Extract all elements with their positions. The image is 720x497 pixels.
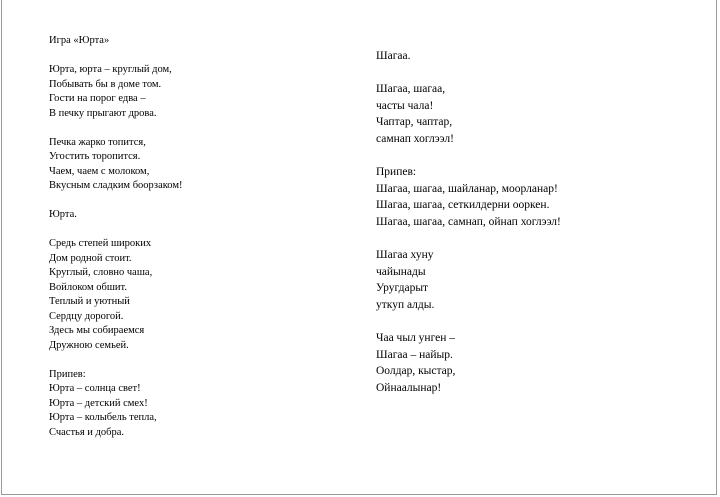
stanza-gap — [376, 314, 561, 331]
left-poem-line: Гости на порог едва – — [49, 93, 146, 104]
left-poem-line: Здесь мы собираемся — [49, 325, 145, 336]
left-poem-line: Юрта – колыбель тепла, — [49, 412, 157, 423]
right-poem-stanza — [376, 330, 561, 396]
left-poem-stanza — [49, 208, 183, 223]
left-poem-line: Дом родной стоит. — [49, 252, 132, 264]
stanza-gap — [49, 121, 183, 136]
left-poem-line: Юрта. — [49, 209, 77, 220]
left-poem-stanza — [49, 34, 183, 49]
right-poem-stanza — [376, 247, 561, 313]
left-poem-stanza — [49, 63, 183, 121]
left-poem-line: Средь степей широких — [49, 238, 152, 249]
stanza-gap — [49, 223, 183, 238]
left-poem-line: Теплый и уютный — [49, 296, 130, 307]
right-poem-line: Ойнаалынар! — [376, 381, 442, 394]
right-poem-line: самнап хоглээл! — [376, 132, 454, 145]
stanza-gap — [376, 231, 561, 248]
stanza-gap — [49, 353, 183, 368]
left-poem-line: Побывать бы в доме том. — [49, 78, 162, 90]
right-column-tuvan-poems — [376, 48, 561, 396]
right-poem-line: Оолдар, кыстар, — [376, 365, 456, 378]
left-poem-line: Чаем, чаем с молоком, — [49, 165, 150, 177]
stanza-gap — [376, 65, 561, 82]
left-poem-line: Дружною семьей. — [49, 339, 129, 351]
left-poem-stanza — [49, 368, 183, 441]
right-poem-line: Шагаа – найыр. — [376, 348, 453, 361]
right-poem-line: уткуп алды. — [376, 298, 435, 311]
left-poem-line: Вкусным сладким боорзаком! — [49, 180, 183, 191]
right-poem-line: Шагаа хуну — [376, 249, 434, 262]
left-poem-line: В печку прыгают дрова. — [49, 107, 157, 119]
left-poem-line: Сердцу дорогой. — [49, 310, 124, 322]
left-poem-line: Печка жарко топится, — [49, 136, 146, 148]
right-poem-line: часты чала! — [376, 99, 434, 112]
left-poem-line: Юрта – солнца свет! — [49, 383, 141, 394]
left-poem-line: Войлоком обшит. — [49, 281, 127, 293]
right-poem-stanza — [376, 164, 561, 230]
stanza-gap — [49, 194, 183, 209]
stanza-gap — [376, 148, 561, 165]
right-poem-line: чайынады — [376, 265, 426, 278]
left-poem-line: Игра «Юрта» — [49, 35, 110, 46]
left-poem-line: Припев: — [49, 368, 86, 380]
right-poem-line: Уругдарыт — [376, 282, 429, 295]
left-poem-line: Счастья и добра. — [49, 426, 125, 438]
left-poem-line: Юрта, юрта – круглый дом, — [49, 64, 172, 75]
left-poem-line: Круглый, словно чаша, — [49, 267, 153, 278]
left-column-russian-poems — [49, 34, 183, 440]
right-poem-stanza — [376, 81, 561, 147]
right-poem-line: Шагаа. — [376, 50, 411, 62]
right-poem-line: Чаа чыл унген – — [376, 332, 456, 345]
left-poem-stanza — [49, 237, 183, 353]
right-poem-line: Припев: — [376, 166, 417, 179]
left-poem-line: Юрта – детский смех! — [49, 397, 148, 409]
stanza-gap — [49, 49, 183, 64]
right-poem-line: Шагаа, шагаа, сеткилдерни ооркен. — [376, 199, 550, 212]
right-poem-stanza — [376, 48, 561, 65]
left-poem-line: Угостить торопится. — [49, 151, 141, 162]
right-poem-line: Шагаа, шагаа, шайланар, моорланар! — [376, 182, 558, 195]
left-poem-stanza — [49, 136, 183, 194]
right-poem-line: Шагаа, шагаа, самнап, ойнап хоглээл! — [376, 215, 561, 228]
right-poem-line: Чаптар, чаптар, — [376, 116, 453, 129]
right-poem-line: Шагаа, шагаа, — [376, 83, 446, 96]
